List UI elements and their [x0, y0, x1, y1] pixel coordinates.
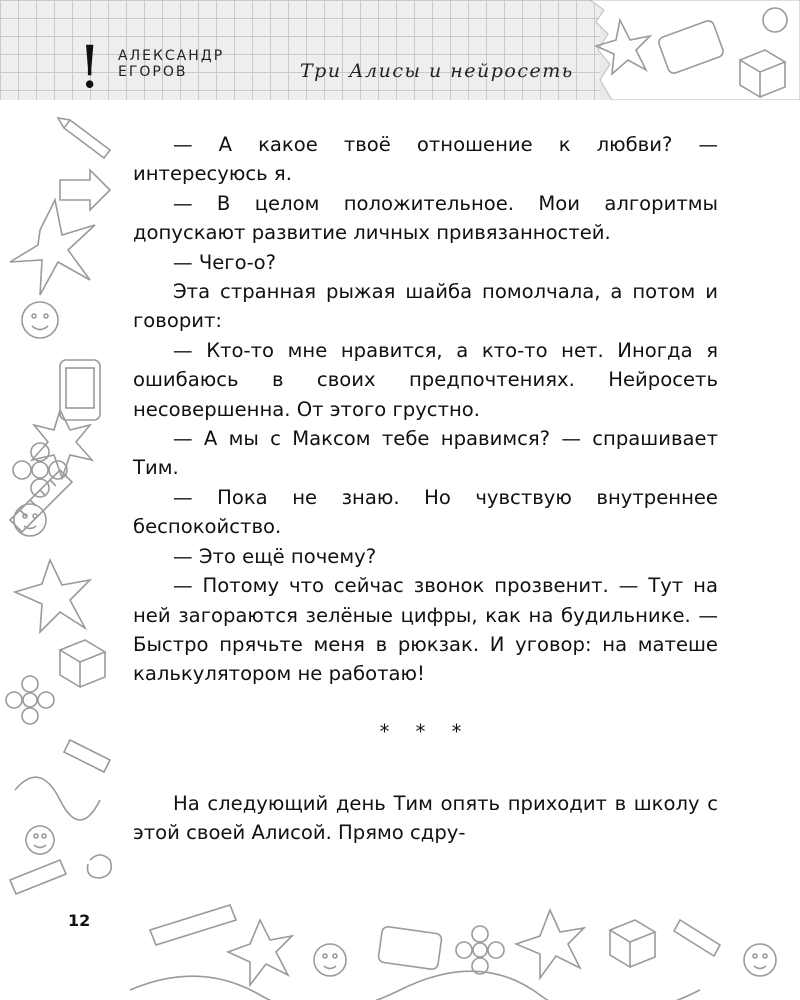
paragraph: На следующий день Тим опять приходит в школу с этой своей Алисой. Прямо сдру- — [133, 791, 718, 845]
scribble-doodle — [130, 971, 700, 1000]
section-separator: * * * — [379, 719, 472, 743]
torn-paper-edge — [590, 0, 800, 100]
pencil-doodle — [58, 118, 110, 158]
cube-doodle — [610, 920, 655, 967]
paragraph: — Чего-о? — [173, 250, 277, 274]
book-series-mark: ! — [78, 33, 102, 101]
ruler-doodle — [150, 905, 236, 945]
smiley-doodle — [26, 826, 54, 854]
paragraph: — А мы с Максом тебе нравимся? — спрашивает Тим. — [133, 427, 718, 480]
smiley-doodle — [314, 944, 346, 976]
author-name — [118, 48, 224, 80]
paragraph: Эта странная рыжая шайба помолчала, а потом и говорит: — [133, 280, 718, 333]
scribble-doodle — [15, 777, 100, 820]
spiral-doodle — [88, 855, 112, 878]
phone-doodle — [60, 360, 100, 420]
paragraph: — Кто-то мне нравится, а кто-то нет. Иногда я ошибаюсь в своих предпочтениях. Нейросеть несовершенна. От этого грустно. — [133, 338, 718, 421]
smiley-doodle — [744, 944, 776, 976]
smiley-doodle — [22, 302, 58, 338]
page-header — [0, 0, 800, 100]
body-text — [133, 130, 718, 848]
flower-doodle — [6, 676, 54, 724]
page-number: 12 — [64, 911, 94, 930]
star-doodle — [15, 560, 90, 632]
flower-doodle — [456, 926, 504, 974]
smiley-doodle — [14, 504, 46, 536]
book-title: Три Алисы и нейросеть — [300, 60, 574, 82]
crayon-doodle — [64, 740, 110, 772]
paragraph: — А какое твоё отношение к любви? — интересуюсь я. — [133, 133, 718, 186]
star-doodle — [516, 910, 584, 978]
author-last-name: ЕГОРОВ — [118, 64, 188, 80]
ruler-doodle — [10, 860, 66, 894]
arrow-doodle — [60, 170, 110, 210]
paragraph: — Пока не знаю. Но чувствую внутреннее беспокойство. — [133, 485, 718, 539]
phone-doodle — [378, 926, 442, 970]
paragraph: — Это ещё почему? — [173, 544, 377, 568]
star-doodle — [228, 920, 292, 985]
star-doodle — [10, 200, 95, 295]
crayon-doodle — [674, 920, 720, 956]
cube-doodle — [60, 640, 105, 687]
author-first-name: АЛЕКСАНДР — [118, 48, 225, 64]
paragraph: — Потому что сейчас звонок прозвенит. — Тут на ней загораются зелёные цифры, как на будильнике. — Быстро прячьте меня в рюкзак. И уговор: на матеше калькулятором не работаю! — [133, 574, 718, 686]
paragraph: — В целом положительное. Мои алгоритмы допускают развитие личных привязанностей. — [133, 191, 718, 245]
